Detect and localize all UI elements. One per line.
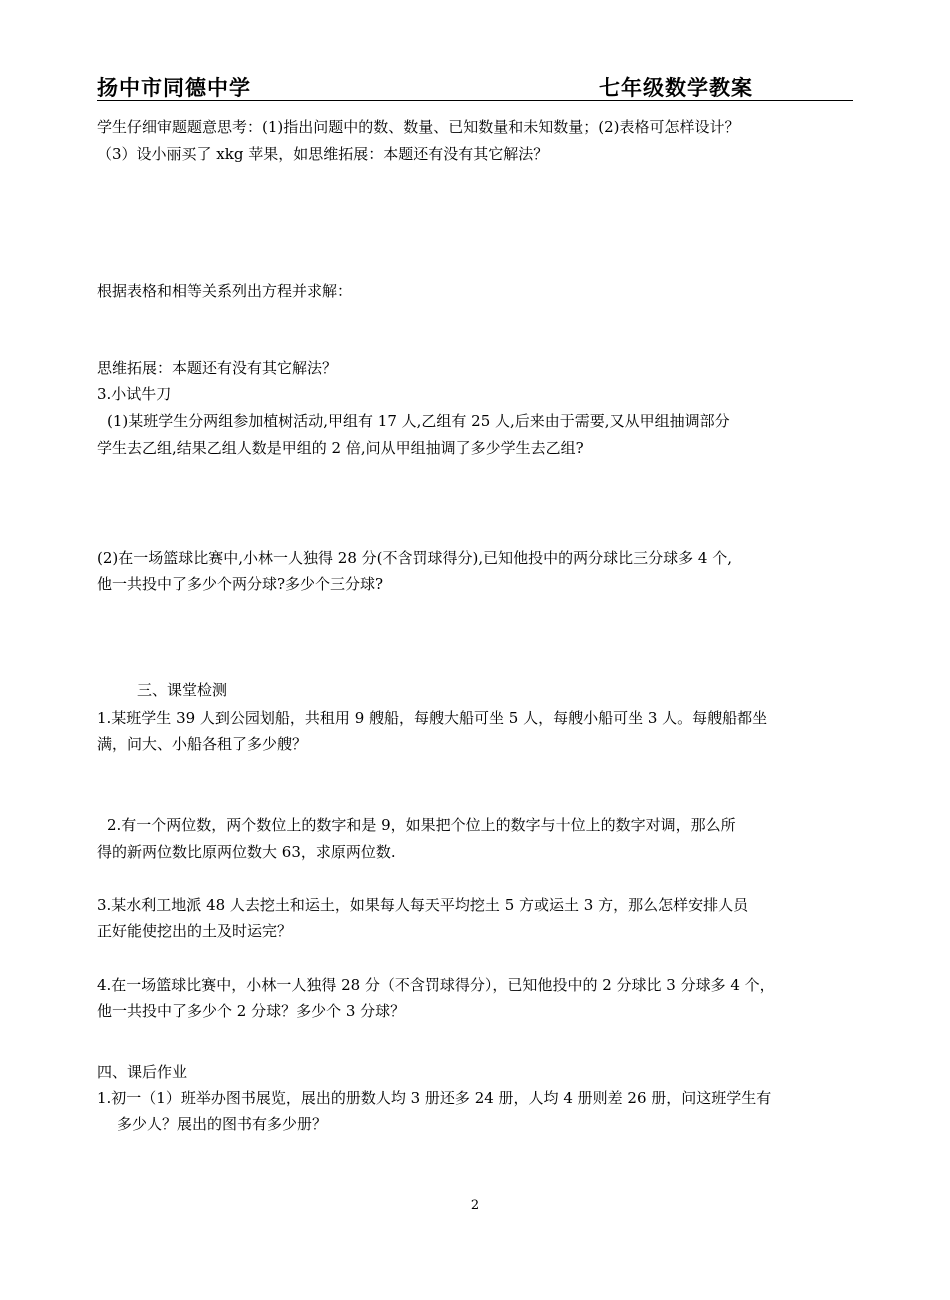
think-line-1: 学生仔细审题题意思考：(1)指出问题中的数、数量、已知数量和未知数量；(2)表格可怎样设计？ [97, 118, 740, 136]
course-title: 七年级数学教案 [599, 76, 753, 100]
homework-q1-line-1: 1.初一（1）班举办图书展览，展出的册数人均 3 册还多 24 册，人均 4 册则差 26 册，问这班学生有 [97, 1089, 772, 1107]
section-3-heading: 三、课堂检测 [137, 681, 228, 699]
school-name: 扬中市同德中学 [97, 76, 251, 100]
page-number: 2 [470, 1198, 480, 1213]
homework-q1-line-2: 多少人？展出的图书有多少册？ [117, 1115, 328, 1133]
practice-title: 3.小试牛刀 [97, 385, 172, 403]
practice-q2-line-2: 他一共投中了多少个两分球?多少个三分球? [97, 575, 384, 593]
check-q4-line-2: 他一共投中了多少个 2 分球？多少个 3 分球？ [97, 1002, 406, 1020]
check-q1-line-1: 1.某班学生 39 人到公园划船，共租用 9 艘船，每艘大船可坐 5 人，每艘小船可坐 3 人。每艘船都坐 [97, 709, 768, 727]
practice-q1-line-2: 学生去乙组,结果乙组人数是甲组的 2 倍,问从甲组抽调了多少学生去乙组? [97, 439, 584, 457]
check-q2-line-2: 得的新两位数比原两位数大 63，求原两位数. [97, 843, 396, 861]
check-q3-line-2: 正好能使挖出的土及时运完？ [97, 922, 293, 940]
extension-question: 思维拓展：本题还有没有其它解法？ [97, 359, 338, 377]
check-q4-line-1: 4.在一场篮球比赛中，小林一人独得 28 分（不含罚球得分），已知他投中的 2 分球比 3 分球多 4 个， [97, 976, 775, 994]
equation-prompt: 根据表格和相等关系列出方程并求解： [97, 282, 353, 300]
check-q3-line-1: 3.某水利工地派 48 人去挖土和运土，如果每人每天平均挖土 5 方或运土 3 方，那么怎样安排人员 [97, 896, 749, 914]
section-4-heading: 四、课后作业 [97, 1063, 188, 1081]
practice-q1-line-1: (1)某班学生分两组参加植树活动,甲组有 17 人,乙组有 25 人,后来由于需要,又从甲组抽调部分 [107, 412, 730, 430]
check-q2-line-1: 2.有一个两位数，两个数位上的数字和是 9，如果把个位上的数字与十位上的数字对调，那么所 [107, 816, 736, 834]
check-q1-line-2: 满，问大、小船各租了多少艘？ [97, 735, 308, 753]
page-header [97, 72, 853, 101]
think-line-2: （3）设小丽买了 xkg 苹果，如思维拓展：本题还有没有其它解法？ [97, 145, 549, 163]
practice-q2-line-1: (2)在一场篮球比赛中,小林一人独得 28 分(不含罚球得分),已知他投中的两分球比三分球多 4 个, [97, 549, 732, 567]
